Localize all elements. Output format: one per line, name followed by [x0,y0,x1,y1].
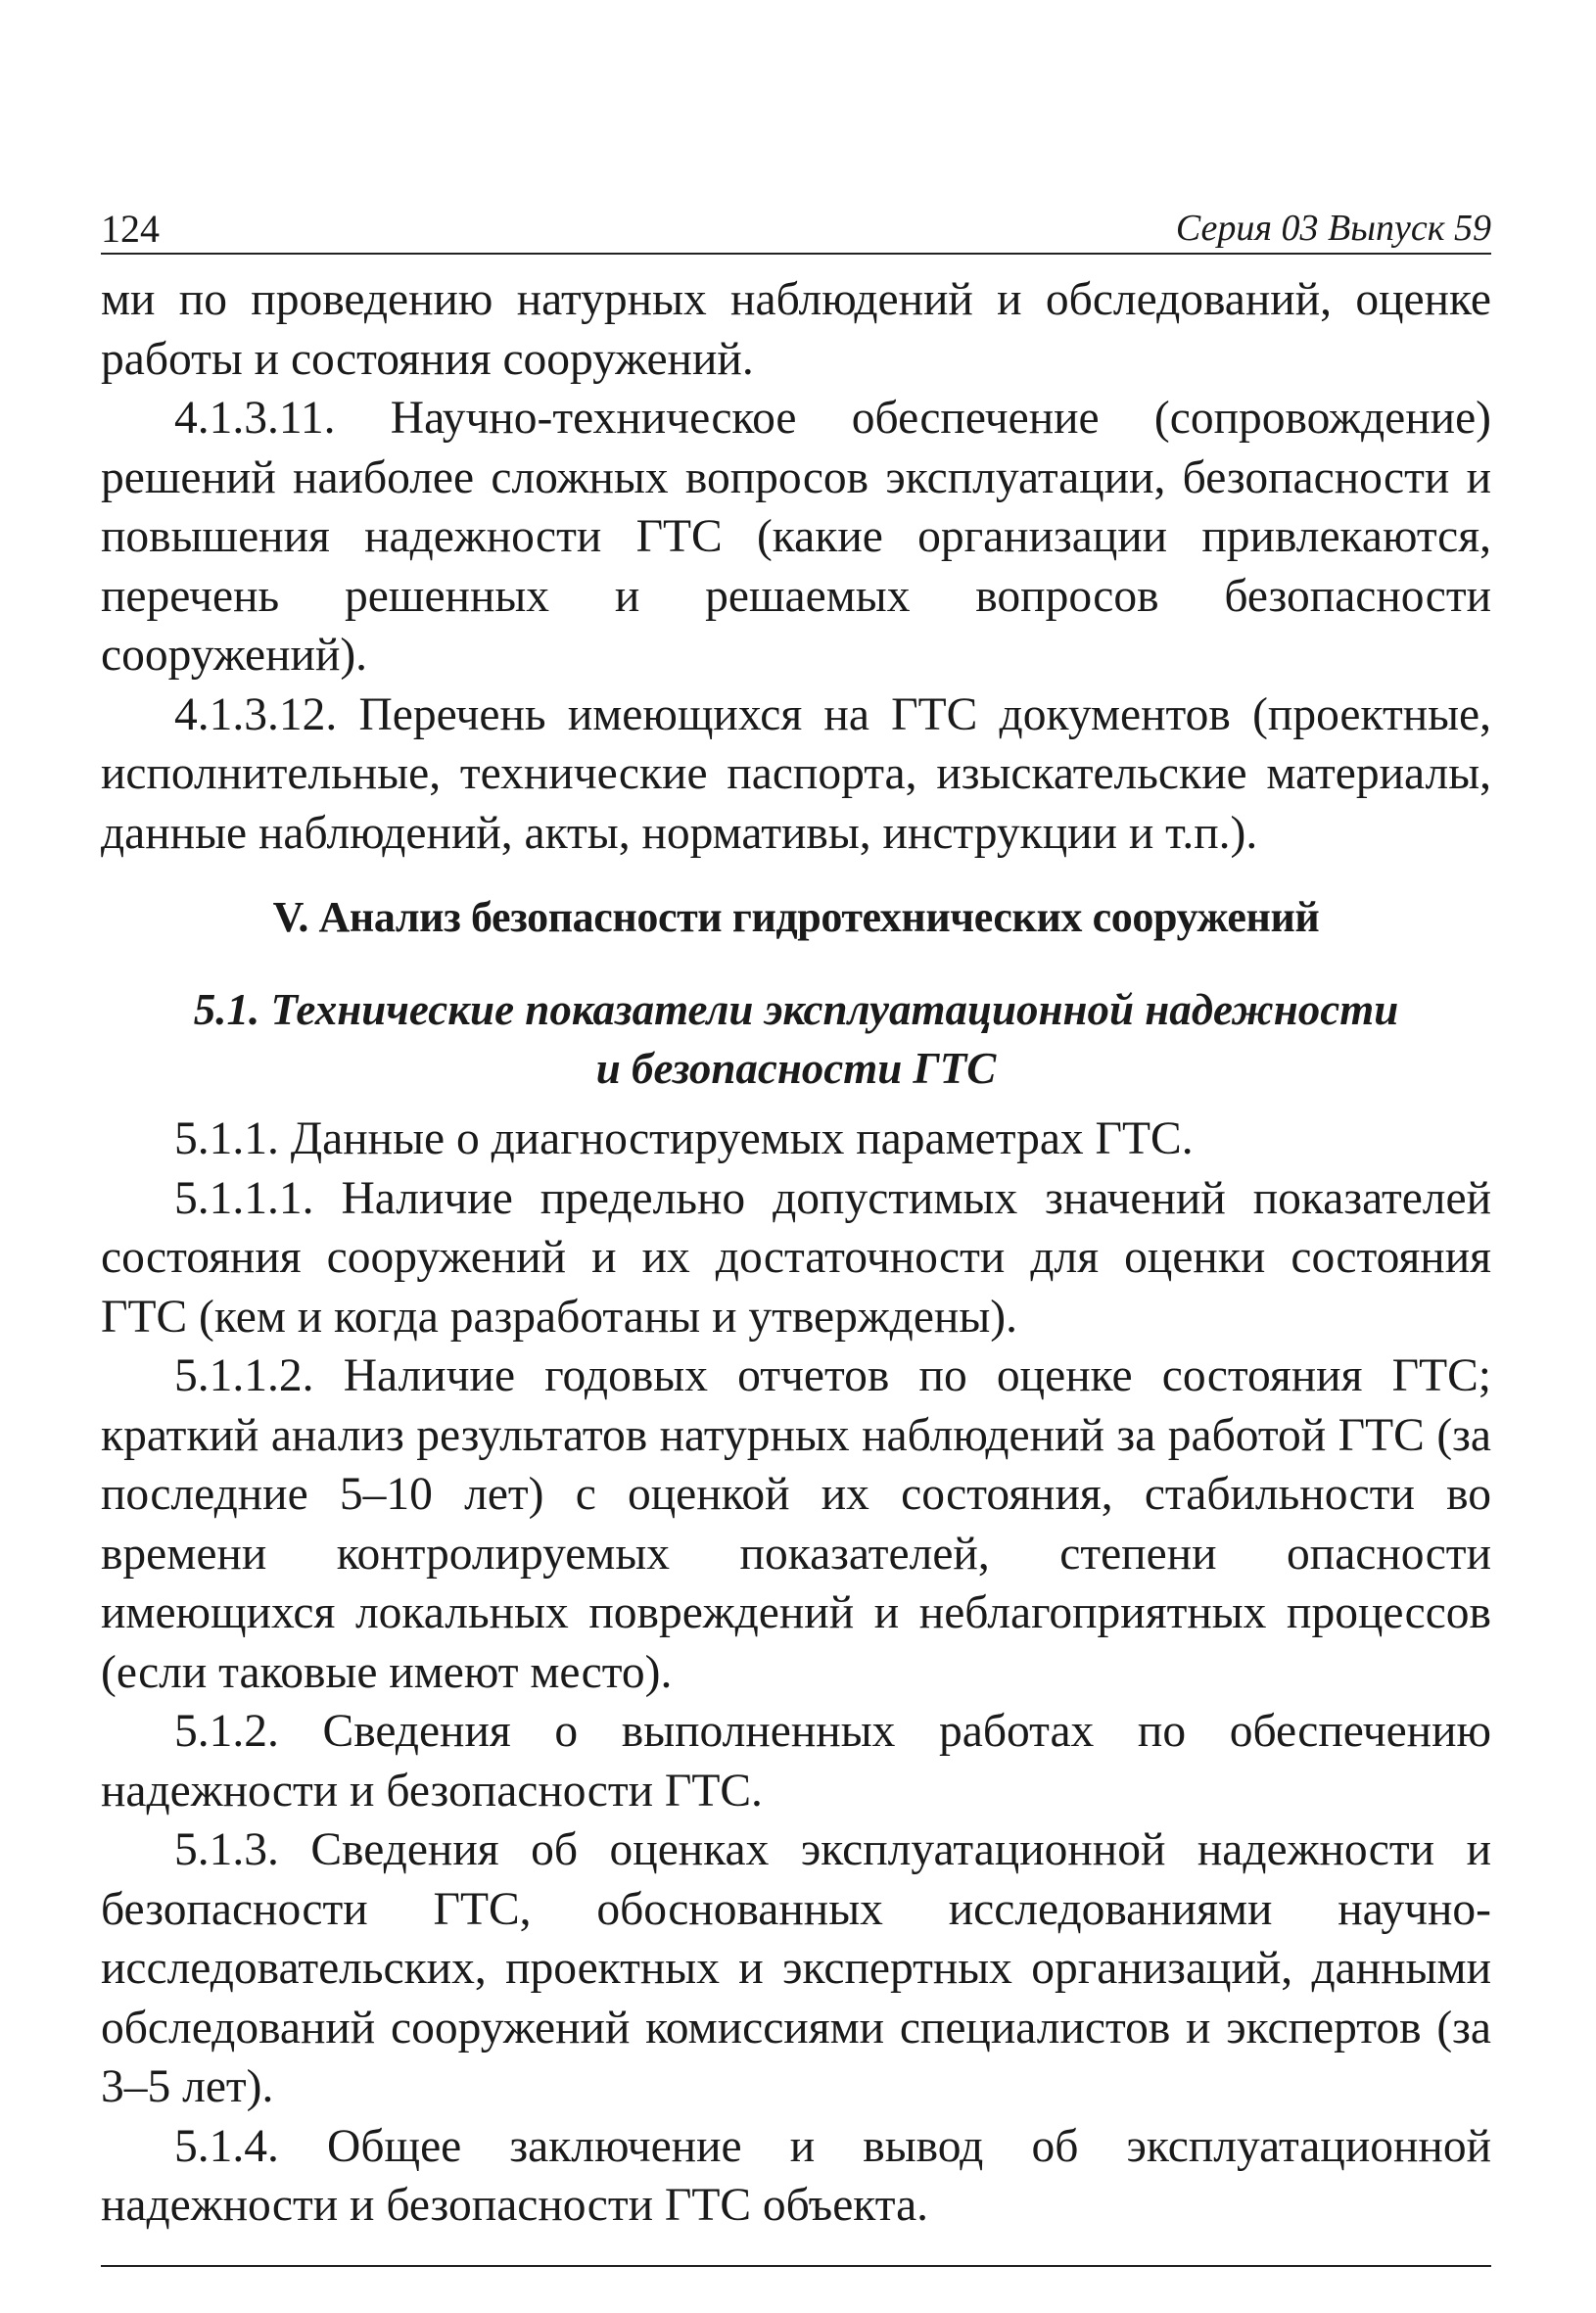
subsection-heading-line-1: 5.1. Технические показатели эксплуатационной надежности [193,985,1399,1034]
subsection-heading [101,980,1491,1098]
bottom-rule [101,2265,1491,2267]
section-heading: V. Анализ безопасности гидротехнических сооружений [272,893,1320,941]
paragraph-5-1-4: 5.1.4. Общее заключение и вывод об эксплуатационной надежности и безопасности ГТС объекта. [101,2120,1491,2231]
paragraph-5-1-1-1: 5.1.1.1. Наличие предельно допустимых значений показателей состояния сооружений и их достаточности для оценки состояния ГТС (кем и когда разработаны и утверждены). [101,1172,1491,1343]
document-page [101,186,1491,2267]
paragraph-5-1-1: 5.1.1. Данные о диагностируемых параметрах ГТС. [174,1113,1194,1164]
paragraph-5-1-1-2: 5.1.1.2. Наличие годовых отчетов по оценке состояния ГТС; краткий анализ результатов натурных наблюдений за работой ГТС (за последние 5–10 лет) с оценкой их состояния, стабильности во времени контролируемых показателей, степени опасности имеющихся локальных повреждений и неблагоприятных процессов (если таковые имеют место). [101,1350,1491,1698]
running-header [101,186,1491,255]
body-text [101,270,1491,2236]
series-title: Серия 03 Выпуск 59 [1175,208,1491,249]
paragraph-5-1-3: 5.1.3. Сведения об оценках эксплуатационной надежности и безопасности ГТС, обоснованных исследованиями научно-исследовательских, проектных и экспертных организаций, данными обследований сооружений комиссиями специалистов и экспертов (за 3–5 лет). [101,1824,1491,2112]
paragraph-5-1-2: 5.1.2. Сведения о выполненных работах по обеспечению надежности и безопасности ГТС. [101,1706,1491,1817]
paragraph-4-1-3-12: 4.1.3.12. Перечень имеющихся на ГТС документов (проектные, исполнительные, технические паспорта, изыскательские материалы, данные наблюдений, акты, нормативы, инструкции и т.п.). [101,688,1491,859]
subsection-heading-line-2: и безопасности ГТС [595,1044,997,1093]
paragraph-4-1-3-11: 4.1.3.11. Научно-техническое обеспечение (сопровождение) решений наиболее сложных вопросов эксплуатации, безопасности и повышения надежности ГТС (какие организации привлекаются, перечень решенных и решаемых вопросов безопасности сооружений). [101,393,1491,681]
paragraph-continuation: ми по проведению натурных наблюдений и обследований, оценке работы и состояния сооружений. [101,274,1491,385]
page-number: 124 [101,207,160,251]
